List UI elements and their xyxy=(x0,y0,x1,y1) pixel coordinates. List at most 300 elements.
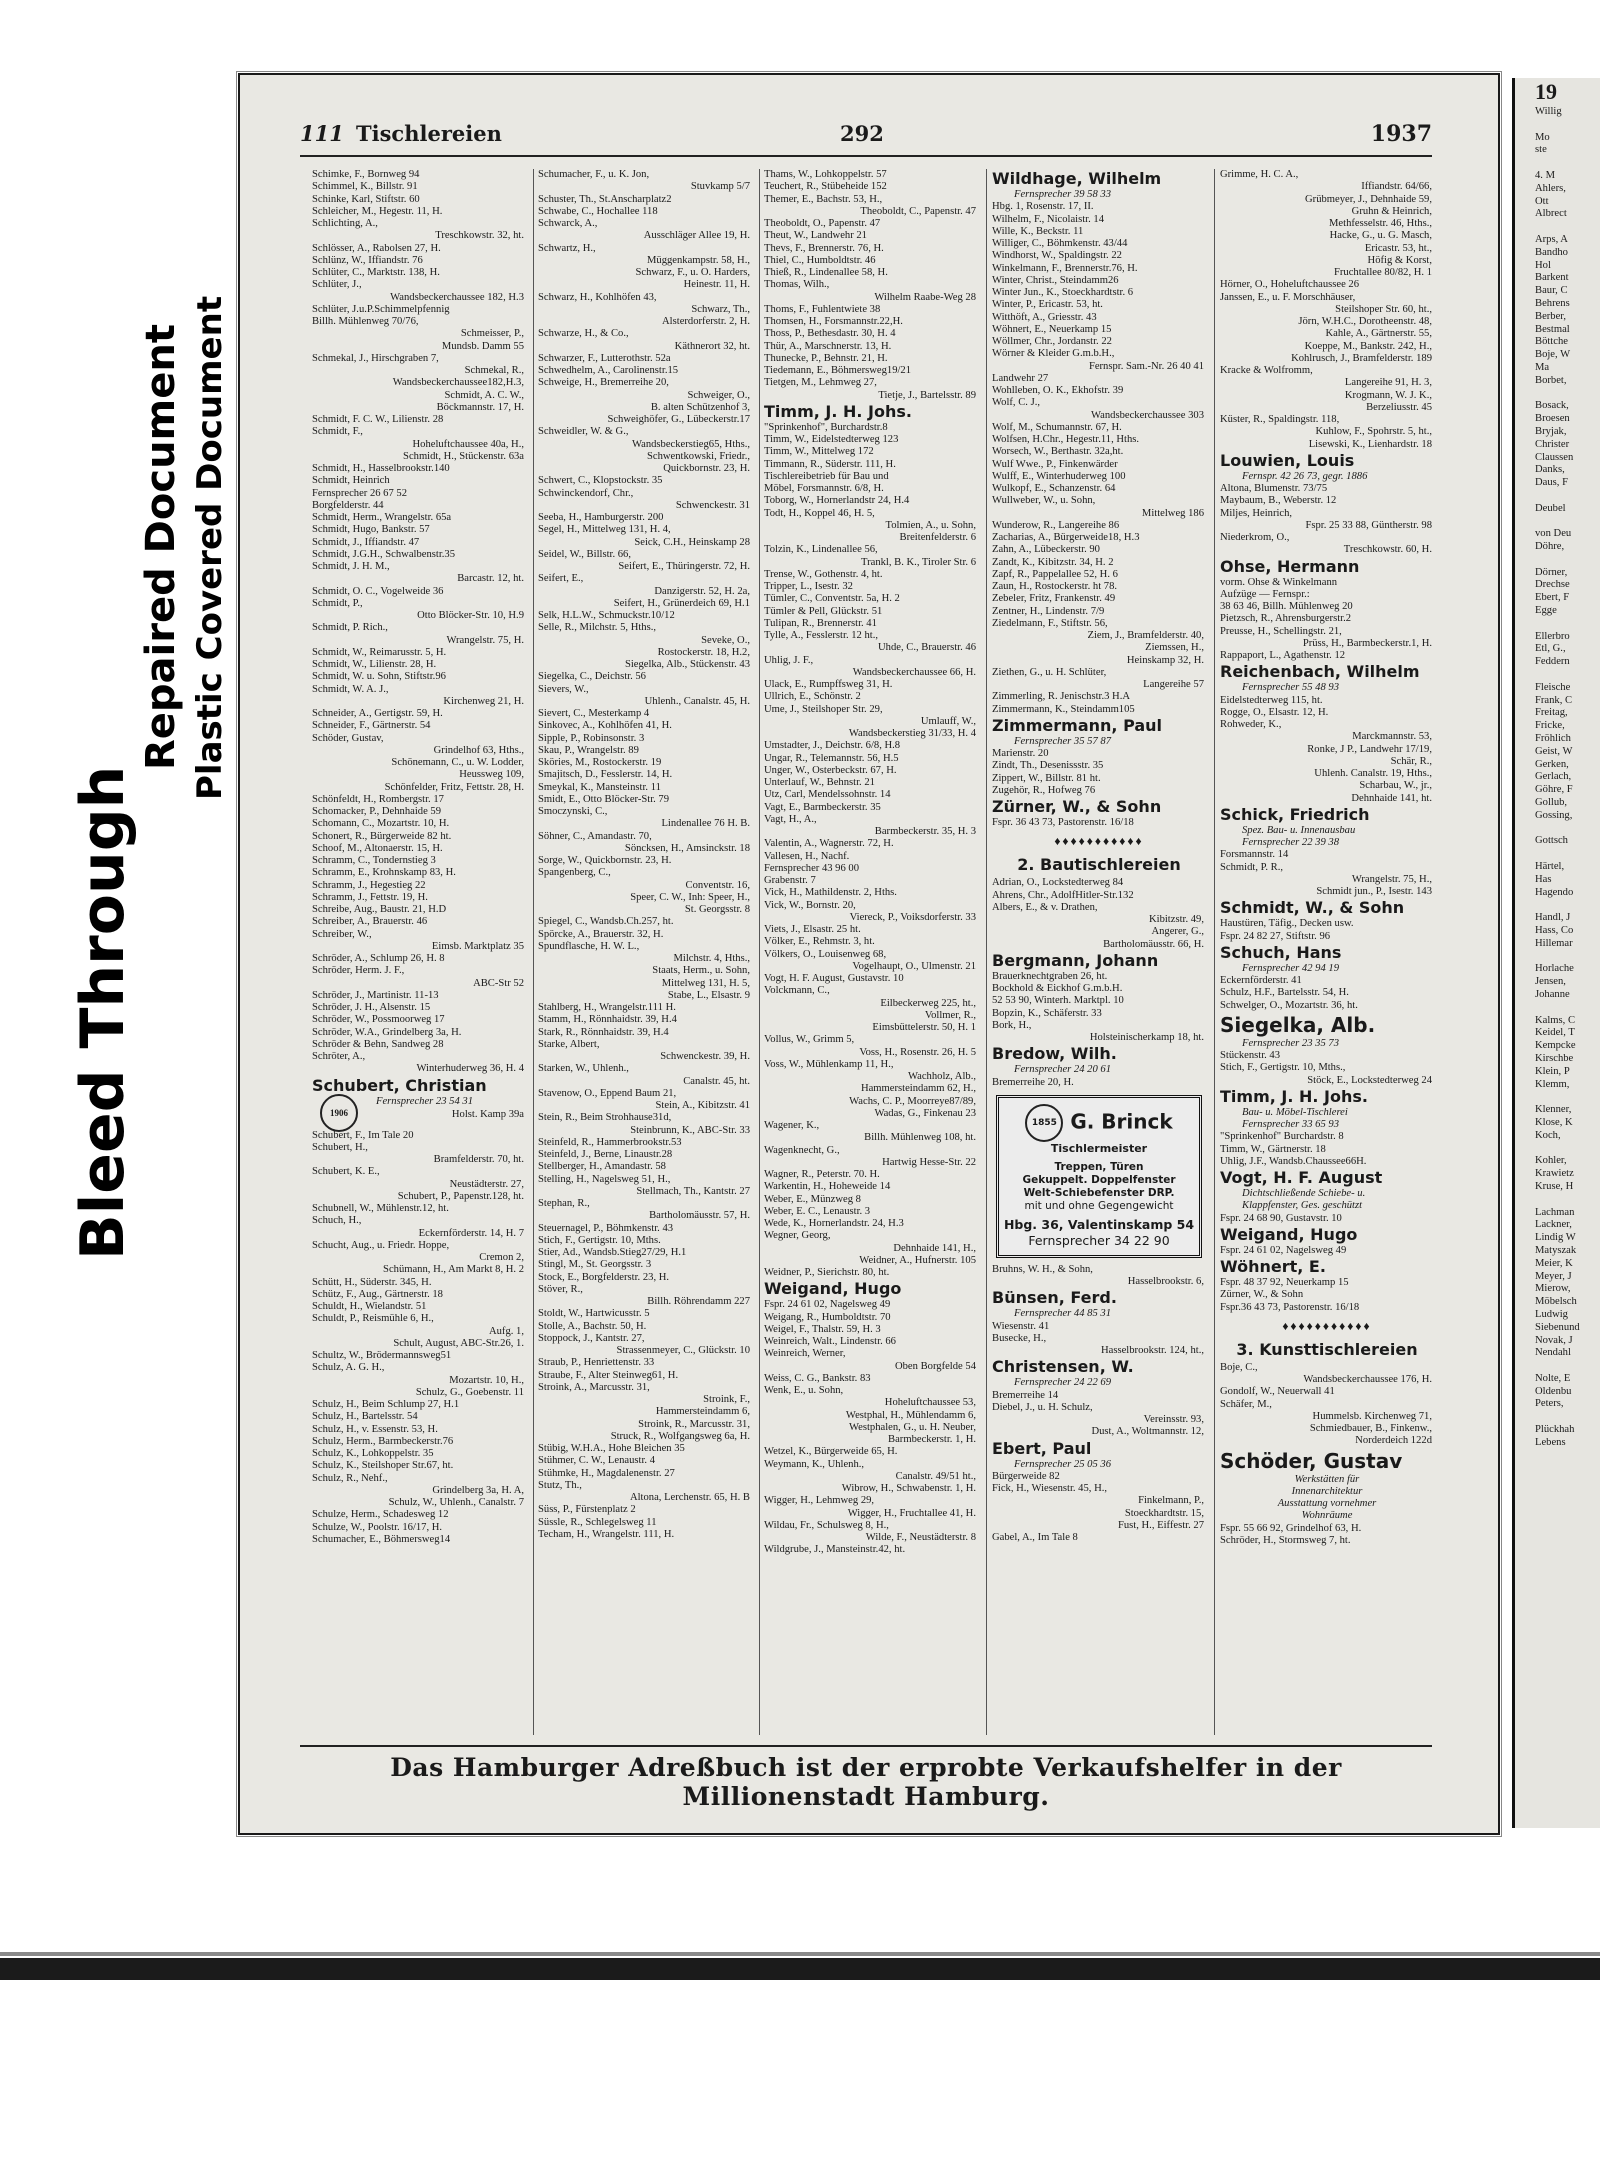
listing-line: Oben Borgfelde 54 xyxy=(894,1360,976,1372)
listing-line: Fspr. 24 61 02, Nagelsweg 49 xyxy=(764,1299,891,1311)
listing-line: Viets, J., Elsastr. 25 ht. xyxy=(764,924,861,935)
listing-line: Alsterdorferstr. 2, H. xyxy=(662,316,750,327)
adjacent-page-line: Danks, xyxy=(1535,464,1565,476)
listing-line: Adrian, O., Lockstedterweg 84 xyxy=(992,877,1124,889)
adjacent-page-number: 19 xyxy=(1535,79,1557,104)
listing-line: Wulf Wwe., P., Finkenwärder xyxy=(992,458,1118,470)
listing-line: Struck, R., Wolfgangsweg 6a, H. xyxy=(610,1430,750,1442)
adjacent-page-line xyxy=(1515,823,1600,836)
listing-line: Schwenckestr. 39, H. xyxy=(660,1051,750,1062)
listing-line: Ausschläger Allee 19, H. xyxy=(643,230,750,242)
listing-line: Stoldt, W., Hartwicusstr. 5 xyxy=(538,1308,650,1320)
phone-line: Bau- u. Möbel-Tischlerei xyxy=(1242,1106,1348,1118)
phone-line: Fernsprecher 24 22 69 xyxy=(1014,1377,1111,1389)
listing-line: Starken, W., Uhlenh., xyxy=(538,1063,629,1075)
adjacent-page-line: Gossing, xyxy=(1535,809,1573,821)
stamp-bleed-through: Bleed Through xyxy=(68,765,138,1260)
listing-line: Schmidt, F., xyxy=(312,426,363,438)
listing-line: Fspr. 24 68 90, Gustavstr. 10 xyxy=(1220,1212,1342,1224)
phone-line: Fernsprecher 42 94 19 xyxy=(1242,962,1339,974)
adjacent-page-line xyxy=(1515,388,1600,401)
listing-line: Stolle, A., Bachstr. 50, H. xyxy=(538,1320,647,1332)
adjacent-page-line: Behrens xyxy=(1535,297,1570,309)
adjacent-page-line: Bosack, xyxy=(1535,400,1569,412)
page-header xyxy=(300,113,1432,153)
listing-line: Thunecke, P., Behnstr. 21, H. xyxy=(764,352,888,364)
listing-line: Hammersteindamm 6, xyxy=(655,1406,750,1418)
listing-line: Neustädterstr. 27, xyxy=(449,1178,524,1190)
listing-line: Billh. Mühlenweg 70/76, xyxy=(312,316,419,327)
adjacent-page-line xyxy=(1515,1194,1600,1207)
adjacent-page-line: Deubel xyxy=(1535,502,1566,514)
address-line: Holst. Kamp 39a xyxy=(451,1108,524,1120)
bold-listing: Timm, J. H. Johs. xyxy=(764,401,912,421)
listing-line: Prüss, H., Barmbeckerstr.1, H. xyxy=(1302,637,1432,649)
listing-line: Weinreich, Walt., Lindenstr. 66 xyxy=(764,1336,896,1347)
ad-subtitle: Tischlermeister xyxy=(1050,1141,1148,1155)
adjacent-page-line: Göhre, F xyxy=(1535,784,1573,796)
listing-line: Schäfer, M., xyxy=(1220,1398,1272,1410)
listing-line: Jörn, W.H.C., Dorotheenstr. 48, xyxy=(1298,316,1432,327)
listing-line: Mittelweg 131, H. 5, xyxy=(661,977,750,989)
listing-line: Wede, K., Hornerlandstr. 24, H.3 xyxy=(764,1218,904,1229)
listing-line: Schult, August, ABC-Str.26, 1. xyxy=(393,1337,524,1349)
listing-line: Schulz, A. G. H., xyxy=(312,1362,385,1374)
listing-line: Stöck, E., Lockstedterweg 24 xyxy=(1307,1074,1432,1086)
listing-line: Schmekal, J., Hirschgraben 7, xyxy=(312,352,439,364)
column-2 xyxy=(538,169,752,1541)
year-seal: 1906 xyxy=(320,1094,358,1132)
section-heading: 2. Bautischlereien xyxy=(1017,855,1181,875)
listing-line: Wagner, R., Peterstr. 70. H. xyxy=(764,1169,880,1180)
bold-listing: Christensen, W. xyxy=(992,1357,1134,1377)
listing-line: Schönemann, C., u. W. Lodder, xyxy=(391,757,524,768)
listing-line: Zindt, Th., Desenissstr. 35 xyxy=(992,760,1104,772)
listing-line: Barmbeckerstr. 1, H. xyxy=(888,1434,976,1445)
listing-line: Schimmel, K., Billstr. 91 xyxy=(312,181,418,193)
listing-line: Zimmermann, K., Steindamm105 xyxy=(992,703,1135,715)
listing-line: Wrangelstr. 75, H., xyxy=(1351,873,1432,885)
bold-listing: Weigand, Hugo xyxy=(1220,1224,1358,1244)
listing-line: Billh. Mühlenweg 108, ht. xyxy=(864,1132,976,1144)
listing-line: ABC-Str 52 xyxy=(473,977,524,989)
listing-line: Quickbornstr. 23, H. xyxy=(663,463,750,474)
listing-line: Vollmer, R., xyxy=(924,1009,976,1021)
listing-line: Eilbeckerweg 225, ht., xyxy=(880,997,976,1009)
listing-line: Thieß, R., Lindenallee 58, H. xyxy=(764,267,888,278)
listing-line: Fruchtallee 80/82, H. 1 xyxy=(1334,267,1432,278)
listing-line: Albers, E., & v. Drathen, xyxy=(992,901,1098,913)
listing-line: Weymann, K., Uhlenh., xyxy=(764,1458,865,1470)
phone-line: Fernsprecher 25 05 36 xyxy=(1014,1458,1111,1470)
adjacent-page-line xyxy=(1515,490,1600,503)
listing-line: Tümler, C., Conventstr. 5a, H. 2 xyxy=(764,593,900,605)
listing-line: Schütt, H., Süderstr. 345, H. xyxy=(312,1276,432,1288)
listing-line: Zandt, K., Kibitzstr. 34, H. 2 xyxy=(992,556,1114,568)
adjacent-page-line: Dörner, xyxy=(1535,566,1568,578)
listing-line: Kuhlow, F., Spohrstr. 5, ht., xyxy=(1315,426,1432,438)
listing-line: Zürner, W., & Sohn xyxy=(1220,1289,1304,1301)
listing-line: Forsmannstr. 14 xyxy=(1220,849,1289,861)
listing-line: Vogelhaupt, O., Ulmenstr. 21 xyxy=(852,960,976,972)
listing-line: Stuvkamp 5/7 xyxy=(690,181,750,193)
listing-line: Vollus, W., Grimm 5, xyxy=(764,1034,855,1046)
listing-line: Boje, C., xyxy=(1220,1361,1258,1373)
listing-line: Langereihe 91, H. 3, xyxy=(1344,377,1432,389)
listing-line: Viereck, P., Voiksdorferstr. 33 xyxy=(849,911,976,923)
listing-line: Stellberger, H., Amandastr. 58 xyxy=(538,1161,666,1173)
listing-line: Tulipan, R., Brennerstr. 41 xyxy=(764,617,877,629)
listing-line: Sinkovec, A., Kohlhöfen 41, H. xyxy=(538,720,672,732)
listing-line: Wöhnert, E., Neuerkamp 15 xyxy=(992,323,1112,335)
listing-line: Schubert, K. E., xyxy=(312,1166,380,1178)
listing-line: Schweighöfer, G., Lübeckerstr.17 xyxy=(607,414,750,425)
listing-line: Stroink, F., xyxy=(703,1394,750,1405)
listing-line: Weinreich, Werner, xyxy=(764,1348,846,1360)
listing-line: Thiel, C., Humboldtstr. 46 xyxy=(764,254,876,266)
listing-line: Schröder, J., Martinistr. 11-13 xyxy=(312,989,439,1001)
listing-line: Schulz, G., Goebenstr. 11 xyxy=(415,1386,524,1398)
listing-line: Kahle, A., Gärtnerstr. 55, xyxy=(1325,328,1432,340)
listing-line: Schulz, H., Bartelsstr. 54 xyxy=(312,1411,418,1423)
adjacent-page-line: Klose, K xyxy=(1535,1116,1573,1128)
listing-line: Ullrich, E., Schönstr. 2 xyxy=(764,691,861,703)
listing-line: Fust, H., Eiffestr. 27 xyxy=(1117,1519,1204,1531)
listing-line: Schuster, Th., St.Anscharplatz2 xyxy=(538,193,672,205)
listing-line: Schubert, P., Papenstr.128, ht. xyxy=(397,1190,524,1202)
listing-line: Spundflasche, H. W. L., xyxy=(538,940,640,952)
ad-line: mit und ohne Gegengewicht xyxy=(1024,1199,1174,1212)
listing-line: Fspr. 24 61 02, Nagelsweg 49 xyxy=(1220,1244,1347,1256)
listing-line: Wildau, Fr., Schulsweg 8, H., xyxy=(764,1519,889,1531)
listing-line: Wachholz, Alb., xyxy=(908,1071,976,1082)
adjacent-page-line: Meier, K xyxy=(1535,1257,1573,1269)
listing-line: Tietje, J., Bartelsstr. 89 xyxy=(878,389,976,401)
listing-line: 52 53 90, Winterh. Marktpl. 10 xyxy=(992,995,1124,1007)
adjacent-page-line: Horlache xyxy=(1535,963,1574,975)
listing-line: Fspr. 55 66 92, Grindelhof 63, H. xyxy=(1220,1522,1362,1534)
listing-line: Schmidt, A. C. W., xyxy=(444,389,524,401)
listing-line: Wunderow, R., Langereihe 86 xyxy=(992,519,1120,531)
adjacent-page-line: Frank, C xyxy=(1535,694,1573,706)
listing-line: Gondolf, W., Neuerwall 41 xyxy=(1220,1386,1335,1398)
listing-line: Canalstr. 49/51 ht., xyxy=(895,1470,976,1482)
listing-line: Schröder, H., Stormsweg 7, ht. xyxy=(1220,1534,1351,1546)
listing-line: Tolzin, K., Lindenallee 56, xyxy=(764,544,878,556)
listing-line: Barmbeckerstr. 35, H. 3 xyxy=(874,826,976,837)
listing-line: Schwentkowski, Friedr., xyxy=(647,450,750,462)
listing-line: Wilde, F., Neustädterstr. 8 xyxy=(865,1532,976,1543)
listing-line: Maybaum, B., Weberstr. 12 xyxy=(1220,495,1337,507)
listing-line: Werkstätten für xyxy=(1294,1473,1360,1485)
listing-line: Niederkrom, O., xyxy=(1220,532,1290,543)
listing-line: Unterlauf, W., Behnstr. 21 xyxy=(764,777,875,788)
listing-line: Stich, F., Gertigstr. 10, Mths. xyxy=(538,1234,661,1246)
listing-line: Schulz, H., v. Essenstr. 53, H. xyxy=(312,1423,438,1435)
listing-line: Schimke, F., Bornweg 94 xyxy=(312,169,420,180)
listing-line: Schuch, H., xyxy=(312,1215,362,1227)
listing-line: Wigger, H., Fruchtallee 41, H. xyxy=(847,1507,976,1519)
listing-line: Billh. Röhrendamm 227 xyxy=(647,1296,750,1307)
listing-line: Dust, A., Woltmannstr. 12, xyxy=(1091,1426,1204,1438)
ad-year-seal: 1855 xyxy=(1025,1104,1063,1142)
adjacent-page-line: Kirschbe xyxy=(1535,1052,1574,1064)
adjacent-page-line: Ma xyxy=(1535,361,1550,373)
listing-line: Schmidt, W. u. Sohn, Stiftstr.96 xyxy=(312,671,446,683)
phone-line: Fernsprecher 33 65 93 xyxy=(1242,1119,1339,1130)
listing-line: Smoczynski, C., xyxy=(538,806,608,817)
listing-line: Altona, Blumenstr. 73/75 xyxy=(1220,483,1328,494)
ornament-rule: ♦♦♦♦♦♦♦♦♦♦♦ xyxy=(1054,834,1144,849)
listing-line: Theoboldt, O., Papenstr. 47 xyxy=(764,218,881,229)
adjacent-page-line: Nendahl xyxy=(1535,1347,1571,1359)
adjacent-page-line: Oldenbu xyxy=(1535,1385,1572,1397)
listing-line: Bartholomäusstr. 66, H. xyxy=(1103,938,1204,950)
listing-line: Busecke, H., xyxy=(992,1332,1047,1344)
bold-listing: Bünsen, Ferd. xyxy=(992,1288,1117,1308)
listing-line: Stübig, W.H.A., Hohe Bleichen 35 xyxy=(538,1443,685,1454)
listing-line: Wagenknecht, G., xyxy=(764,1144,840,1156)
adjacent-page-line: Gerlach, xyxy=(1535,771,1572,783)
listing-line: Krogmann, W. J. K., xyxy=(1344,389,1432,401)
listing-line: Spangenberg, C., xyxy=(538,867,611,879)
listing-line: Timm, W., Eidelstedterweg 123 xyxy=(764,434,899,445)
listing-line: Wegner, Georg, xyxy=(764,1230,831,1242)
adjacent-page-line: Hagendo xyxy=(1535,886,1574,898)
listing-line: Thams, W., Lohkoppelstr. 57 xyxy=(764,169,887,180)
listing-line: Wolf, C. J., xyxy=(992,397,1040,409)
adjacent-page-line: Kruse, H xyxy=(1535,1180,1574,1192)
listing-line: Schmidt, Hugo, Bankstr. 57 xyxy=(312,524,430,536)
column-divider xyxy=(759,169,760,1735)
ad-address: Hbg. 36, Valentinskamp 54 xyxy=(1003,1216,1195,1232)
listing-line: Voss, W., Mühlenkamp 11, H., xyxy=(764,1058,894,1070)
listing-line: Schramm, E., Krohnskamp 83, H. xyxy=(312,867,456,879)
listing-line: Schonert, R., Bürgerweide 82 ht. xyxy=(312,830,452,842)
listing-line: Seifert, E., Thüringerstr. 72, H. xyxy=(618,561,750,572)
listing-line: Stark, R., Rönnhaidstr. 39, H.4 xyxy=(538,1026,669,1038)
adjacent-page-line: Ebert, F xyxy=(1535,592,1570,604)
listing-line: Straube, F., Alter Steinweg61, H. xyxy=(538,1369,679,1381)
listing-line: Schweiger, O., xyxy=(687,389,750,401)
listing-line: Thomsen, H., Forsmannstr.22,H. xyxy=(764,316,903,327)
stamp-repaired-document: Repaired Document xyxy=(138,324,184,770)
listing-line: Danzigerstr. 52, H. 2a, xyxy=(654,585,750,597)
listing-line: Thoms, F., Fuhlentwiete 38 xyxy=(764,303,881,315)
listing-line: Wandsbeckerchaussee 182, H.3 xyxy=(390,291,524,303)
listing-line: Techam, H., Wrangelstr. 111, H. xyxy=(538,1528,675,1540)
listing-line: Vogt, H. F. August, Gustavstr. 10 xyxy=(764,973,904,984)
listing-line: Breitenfelderstr. 6 xyxy=(899,532,976,543)
listing-line: Timm, W., Mittelweg 172 xyxy=(764,446,874,458)
adjacent-page-line: Claussen xyxy=(1535,451,1574,463)
listing-line: Methfesselstr. 46, Hths., xyxy=(1329,218,1432,229)
listing-line: Cremon 2, xyxy=(479,1252,524,1263)
listing-line: Rostockerstr. 18, H.2, xyxy=(657,646,750,658)
adjacent-page-line: Plückhah xyxy=(1535,1424,1575,1436)
listing-line: Sievert, C., Mesterkamp 4 xyxy=(538,708,650,719)
listing-line: Bartholomäusstr. 57, H. xyxy=(649,1210,750,1222)
adjacent-page-line: Meyer, J xyxy=(1535,1270,1572,1282)
listing-line: Schmekal, R., xyxy=(464,365,524,376)
listing-line: Schwarz, Th., xyxy=(691,303,750,315)
conservation-stamp xyxy=(60,295,250,1300)
listing-line: Winter Jun., K., Stoeckhardtstr. 6 xyxy=(992,287,1134,298)
listing-line: Sievers, W., xyxy=(538,683,589,695)
adjacent-page-line: Mierow, xyxy=(1535,1283,1571,1295)
listing-line: Schoof, M., Altonaerstr. 15, H. xyxy=(312,842,443,854)
column-divider xyxy=(986,169,987,1735)
listing-line: Wöllmer, Chr., Jordanstr. 22 xyxy=(992,336,1112,347)
listing-line: 38 63 46, Billh. Mühlenweg 20 xyxy=(1220,601,1353,612)
listing-line: Barcastr. 12, ht. xyxy=(457,573,524,585)
listing-line: Hörner, O., Hoheluftchaussee 26 xyxy=(1220,279,1360,291)
listing-line: Ronke, J P., Landwehr 17/19, xyxy=(1307,743,1432,755)
listing-line: Schröder, W., Possmoorweg 17 xyxy=(312,1014,445,1026)
listing-line: Schreiber, A., Brauerstr. 46 xyxy=(312,916,428,928)
adjacent-page-line: Ellerbro xyxy=(1535,630,1570,642)
listing-line: Schlüter, C., Marktstr. 138, H. xyxy=(312,267,440,278)
listing-line: Tischlereibetrieb für Bau und xyxy=(764,470,889,482)
listing-line: Fernspr. Sam.-Nr. 26 40 41 xyxy=(1088,360,1204,372)
listing-line: Schwarck, A., xyxy=(538,218,598,229)
listing-line: Finkelmann, P., xyxy=(1138,1495,1204,1507)
listing-line: Schmidt, P. Rich., xyxy=(312,622,388,634)
listing-line: Koeppe, M., Bankstr. 242, H., xyxy=(1304,340,1432,352)
listing-line: Wolf, M., Schumannstr. 67, H. xyxy=(992,421,1122,433)
listing-line: Westphalen, G., u. H. Neuber, xyxy=(849,1421,976,1433)
listing-line: Schönfelder, Fritz, Fettstr. 28, H. xyxy=(384,781,524,793)
bold-listing: Schöder, Gustav xyxy=(1220,1448,1403,1473)
adjacent-page-line: ste xyxy=(1535,144,1547,156)
listing-line: Fick, H., Wiesenstr. 45, H., xyxy=(992,1483,1108,1494)
adjacent-page-line xyxy=(1515,669,1600,682)
listing-line: Schmeisser, P., xyxy=(460,328,524,340)
adjacent-page-line: Kempcke xyxy=(1535,1040,1576,1052)
listing-line: Stich, F., Gertigstr. 10, Mths., xyxy=(1220,1062,1346,1074)
bold-listing: Louwien, Louis xyxy=(1220,450,1355,470)
listing-line: Schwelger, O., Mozartstr. 36, ht. xyxy=(1220,999,1358,1011)
listing-line: Uhlig, J. F., xyxy=(764,654,814,666)
listing-line: Gruhn & Heinrich, xyxy=(1351,205,1432,217)
listing-line: Wulff, E., Winterhuderweg 100 xyxy=(992,470,1126,482)
listing-line: Zugehör, R., Hofweg 76 xyxy=(992,784,1096,796)
listing-line: Stellmach, Th., Kantstr. 27 xyxy=(636,1185,750,1197)
listing-line: Küster, R., Spaldingstr. 118, xyxy=(1220,414,1340,425)
listing-line: Innenarchitektur xyxy=(1291,1485,1363,1497)
listing-line: vorm. Ohse & Winkelmann xyxy=(1220,576,1338,588)
bold-listing: Weigand, Hugo xyxy=(764,1279,902,1299)
listing-line: Schneider, F., Gärtnerstr. 54 xyxy=(312,720,431,732)
listing-line: Schubert, F., Im Tale 20 xyxy=(312,1129,414,1141)
adjacent-page-line: Boje, W xyxy=(1535,349,1571,361)
listing-line: Wagener, K., xyxy=(764,1120,820,1131)
adjacent-page-line: Hillemar xyxy=(1535,937,1573,949)
listing-line: Iffiandstr. 64/66, xyxy=(1361,181,1432,193)
listing-line: Schumacher, E., Böhmersweg14 xyxy=(312,1533,451,1545)
listing-line: Tolmien, A., u. Sohn, xyxy=(885,519,976,531)
column-5 xyxy=(1220,169,1434,1547)
listing-line: Wandsbeckerchaussee 303 xyxy=(1091,409,1204,421)
listing-line: Schmidt, F. C. W., Lilienstr. 28 xyxy=(312,414,444,425)
phone-line: Fernsprecher 39 58 33 xyxy=(1014,189,1111,200)
column-4 xyxy=(992,169,1206,1544)
listing-line: Ungar, R., Telemannstr. 56, H.5 xyxy=(764,752,899,764)
listing-line: Schmidt, J.G.H., Schwalbenstr.35 xyxy=(312,548,456,560)
stamp-plastic-covered: Plastic Covered Document xyxy=(190,295,230,800)
listing-line: Höfig & Korst, xyxy=(1367,254,1432,266)
listing-line: Stroink, R., Marcusstr. 31, xyxy=(638,1418,750,1430)
bold-listing: Wildhage, Wilhelm xyxy=(992,169,1162,188)
listing-line: St. Georgsstr. 8 xyxy=(684,904,750,915)
listing-line: Scharbau, W., jr., xyxy=(1359,780,1432,792)
listing-line: Heinskamp 32, H. xyxy=(1126,654,1204,666)
listing-line: Wachs, C. P., Moorreye87/89, xyxy=(849,1095,976,1107)
listing-line: Lisewski, K., Lienhardstr. 18 xyxy=(1308,438,1432,450)
phone-line: Fernsprecher 23 54 31 xyxy=(376,1095,473,1107)
listing-line: Seeba, H., Hamburgerstr. 200 xyxy=(538,512,664,523)
listing-line: Schinke, Karl, Stiftstr. 60 xyxy=(312,193,420,205)
listing-line: Weigang, R., Humboldtstr. 70 xyxy=(764,1311,891,1323)
bold-listing: Schubert, Christian xyxy=(312,1075,487,1095)
section-heading: 3. Kunsttischlereien xyxy=(1236,1339,1418,1359)
bold-listing: Siegelka, Alb. xyxy=(1220,1012,1376,1037)
adjacent-page-line: Peters, xyxy=(1535,1398,1564,1410)
listing-line: Seifert, E., xyxy=(538,573,584,585)
listing-line: Stelling, H., Nagelsweg 51, H., xyxy=(538,1173,671,1185)
adjacent-page-line: Lachman xyxy=(1535,1206,1575,1218)
listing-line: Schröter, A., xyxy=(312,1051,366,1062)
listing-line: Zentner, H., Lindenstr. 7/9 xyxy=(992,605,1105,617)
listing-line: Strassenmeyer, C., Glückstr. 10 xyxy=(616,1345,750,1356)
adjacent-page-line xyxy=(1515,848,1600,861)
listing-line: Ericastr. 53, ht., xyxy=(1364,242,1432,254)
listing-line: Schultz, W., Brödermannsweg51 xyxy=(312,1350,452,1361)
listing-line: Käthnerort 32, ht. xyxy=(674,340,750,352)
adjacent-page-line: Has xyxy=(1535,873,1552,885)
ad-title xyxy=(1003,1104,1195,1142)
adjacent-page-line: Klein, P xyxy=(1535,1065,1570,1077)
listing-line: Schwartz, H., xyxy=(538,242,596,254)
listing-line: Wetzel, K., Bürgerweide 65, H. xyxy=(764,1446,898,1458)
listing-line: Schwarzer, F., Lutterothstr. 52a xyxy=(538,352,671,364)
adjacent-page-line: Siebenund xyxy=(1535,1321,1580,1333)
listing-line: Speer, C. W., Inh: Speer, H., xyxy=(630,891,750,903)
listing-line: Stühmke, H., Magdalenenstr. 27 xyxy=(538,1467,675,1479)
listing-line: Straub, P., Henriettenstr. 33 xyxy=(538,1357,655,1369)
listing-line: Hbg. 1, Rosenstr. 17, II. xyxy=(992,201,1094,213)
listing-line: Schär, R., xyxy=(1390,755,1432,767)
adjacent-page-line: Fröhlich xyxy=(1535,733,1571,745)
listing-line: Canalstr. 45, ht. xyxy=(683,1075,750,1087)
listing-line: Schwarze, H., & Co., xyxy=(538,328,629,340)
bold-listing: Schmidt, W., & Sohn xyxy=(1220,898,1405,918)
listing-line: Hoheluftchaussee 40a, H., xyxy=(412,438,524,450)
listing-line: Thomas, Wilh., xyxy=(764,279,830,291)
listing-line: Smeykal, K., Mansteinstr. 11 xyxy=(538,781,661,793)
column-3 xyxy=(764,169,978,1557)
column-number: 111 xyxy=(300,121,344,146)
listing-line: Schwert, C., Klopstockstr. 35 xyxy=(538,475,663,487)
listing-line: Langereihe 57 xyxy=(1143,679,1204,690)
listing-line: Borgfelderstr. 44 xyxy=(312,499,384,511)
listing-line: Weber, E. C., Lenaustr. 3 xyxy=(764,1205,871,1217)
adjacent-page-line: Mo xyxy=(1535,131,1550,143)
adjacent-page-line: Kohler, xyxy=(1535,1155,1567,1167)
listing-line: Umlauff, W., xyxy=(920,715,976,727)
listing-line: Wilhelm, F., Nicolaistr. 14 xyxy=(992,213,1105,225)
listing-line: Themer, E., Bachstr. 53, H., xyxy=(764,193,883,205)
